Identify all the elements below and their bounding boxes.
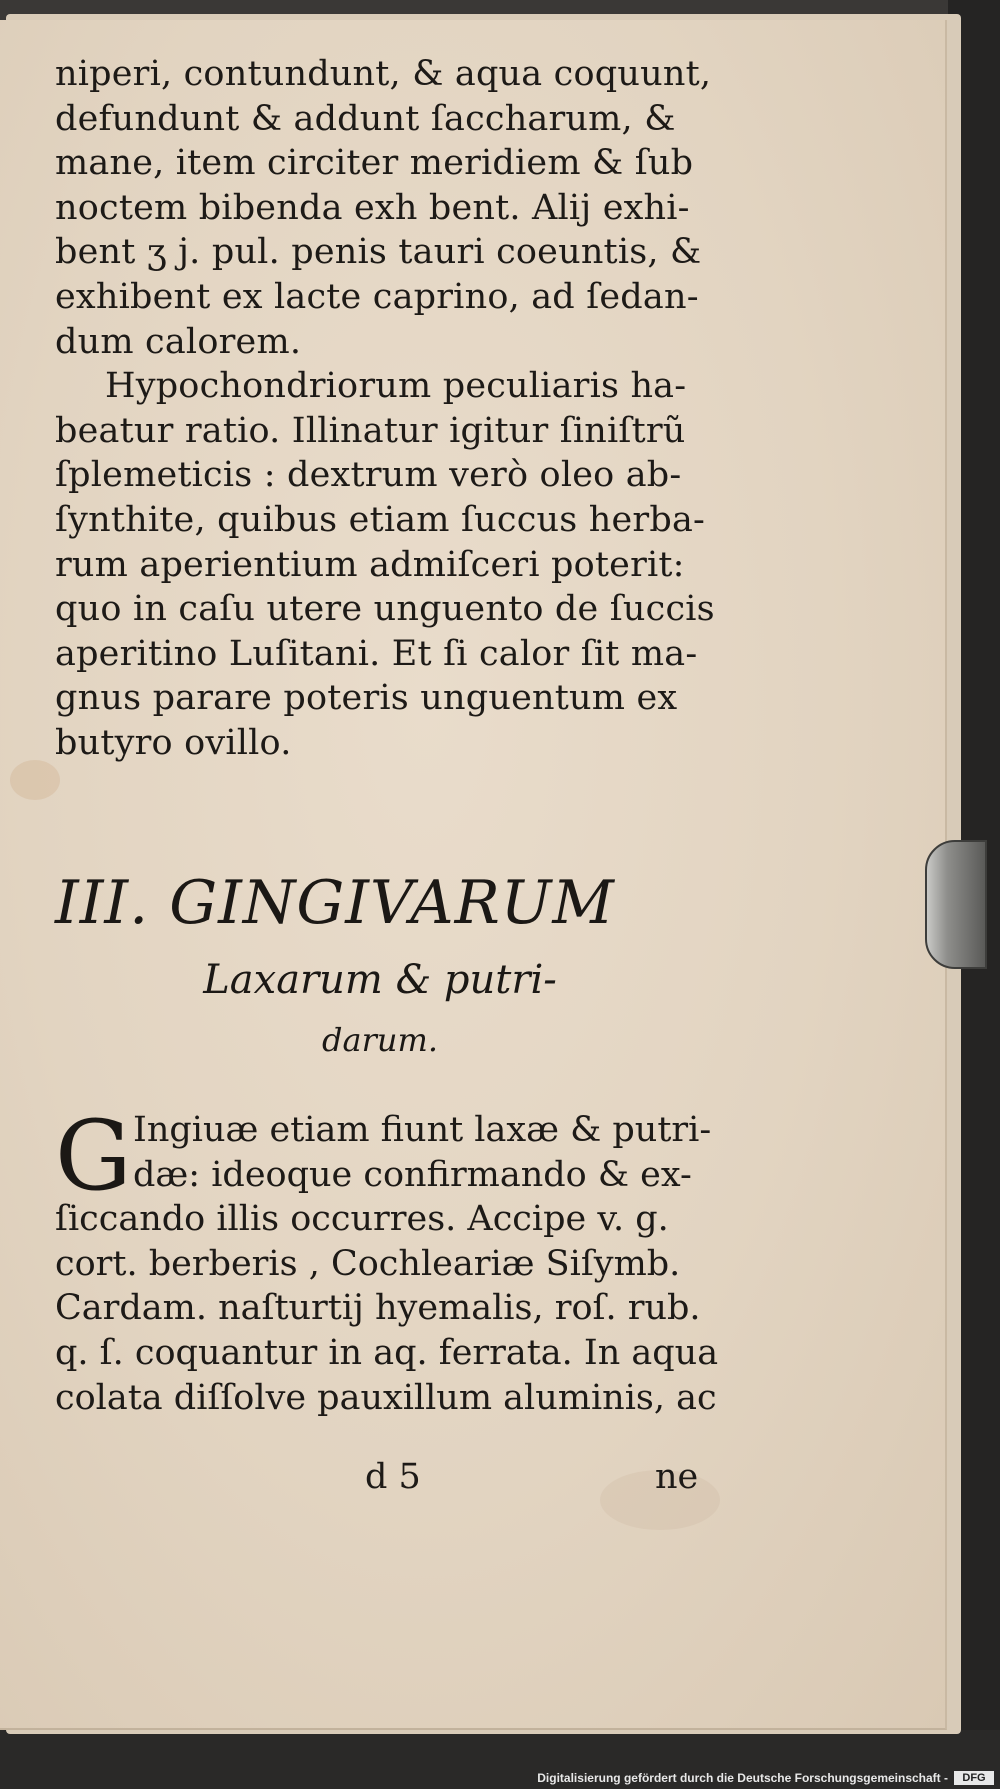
text-line: rum aperientium admiſceri poterit: — [55, 544, 685, 585]
text-line: dum calorem. — [55, 321, 302, 362]
text-line: exhibent ex lacte caprino, ad ſedan- — [55, 276, 699, 317]
text-line: ſynthite, quibus etiam ſuccus herba- — [55, 499, 706, 540]
dfg-logo: DFG — [954, 1771, 994, 1785]
text-line: mane, item circiter meridiem & ſub — [55, 143, 694, 184]
section-subheading — [55, 950, 705, 1070]
subheading-line: darum. — [322, 1021, 438, 1059]
subheading-line: Laxarum & putri- — [203, 957, 557, 1003]
text-line: aperitino Luſitani. Et ſi calor ſit ma- — [55, 633, 698, 674]
body-text-bottom — [55, 1100, 720, 1420]
text-line: ſplemeticis : dextrum verò oleo ab- — [55, 455, 682, 496]
text-line: quo in caſu utere unguento de ſuccis — [55, 589, 715, 630]
catchword: ne — [655, 1457, 699, 1497]
text-line: q. ſ. coquantur in aq. ferrata. In aqua — [55, 1332, 719, 1373]
page-stain — [10, 760, 60, 800]
body-text-top — [55, 52, 715, 766]
text-line: colata diſſolve pauxillum aluminis, ac — [55, 1377, 717, 1418]
text-line: defundunt & addunt ſaccharum, & — [55, 98, 676, 139]
text-line: niperi, contundunt, & aqua coquunt, — [55, 54, 712, 94]
text-line: Cardam. naſturtij hyemalis, roſ. rub. — [55, 1288, 701, 1329]
section-heading: III. GINGIVARUM — [55, 868, 615, 938]
text-line: cort. berberis , Cochleariæ Siſymb. — [55, 1243, 681, 1284]
page-footer-marks — [55, 1455, 715, 1499]
text-line: gnus parare poteris unguentum ex — [55, 678, 678, 719]
digitization-credit: Digitalisierung gefördert durch die Deutsche Forschungsgemeinschaft - — [537, 1771, 948, 1785]
page-clip-icon — [925, 840, 987, 969]
drop-cap: G — [55, 1100, 132, 1212]
text-line: ſiccando illis occurres. Accipe v. g. — [55, 1199, 669, 1240]
signature-mark: d 5 — [365, 1457, 421, 1497]
text-line: beatur ratio. Illinatur igitur ſiniſtrũ — [55, 410, 686, 451]
text-line: Hypochondriorum peculiaris ha- — [105, 366, 687, 407]
text-line: butyro ovillo. — [55, 722, 292, 763]
text-line: bent ʒ j. pul. penis tauri coeuntis, & — [55, 232, 702, 273]
text-line: Ingiuæ etiam fiunt laxæ & putri- — [133, 1110, 712, 1150]
text-line: dæ: ideoque confirmando & ex- — [133, 1154, 692, 1195]
text-line: noctem bibenda exh bent. Alij exhi- — [55, 187, 690, 228]
